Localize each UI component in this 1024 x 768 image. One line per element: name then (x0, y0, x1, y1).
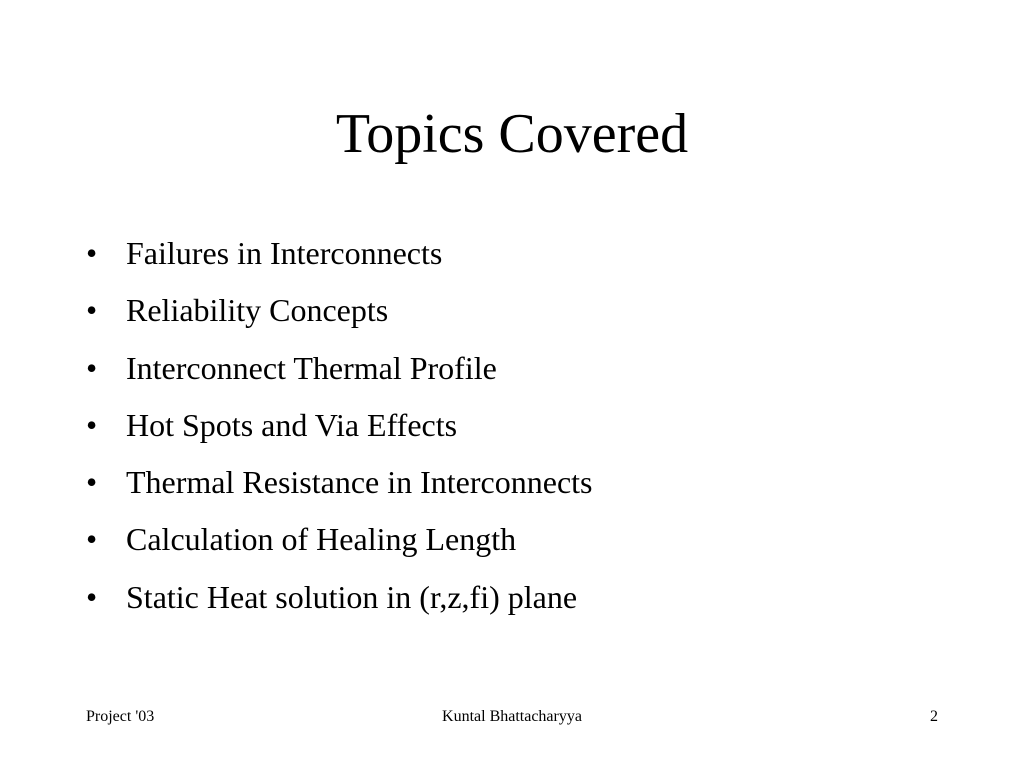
slide-title: Topics Covered (335, 103, 689, 165)
list-item (86, 454, 592, 511)
list-item (86, 397, 592, 454)
bullet-icon: • (86, 464, 98, 501)
list-item-text: Interconnect Thermal Profile (126, 349, 497, 386)
list-item (86, 340, 592, 397)
bullet-icon: • (86, 235, 98, 271)
footer-project-label: Project '03 (86, 708, 155, 725)
list-item (86, 282, 592, 339)
list-item-text: Hot Spots and Via Effects (126, 406, 458, 443)
list-item-text: Failures in Interconnects (126, 235, 443, 271)
footer-author: Kuntal Bhattacharyya (442, 708, 582, 725)
list-item-text: Static Heat solution in (r,z,fi) plane (126, 578, 578, 615)
bullet-icon: • (86, 406, 98, 443)
bullet-icon: • (86, 521, 98, 558)
list-item (86, 511, 592, 568)
list-item (86, 225, 592, 282)
list-item-text: Reliability Concepts (126, 292, 389, 329)
bullet-icon: • (86, 578, 98, 615)
list-item-text: Thermal Resistance in Interconnects (126, 464, 593, 501)
footer-page-number: 2 (930, 708, 938, 725)
list-item (86, 569, 592, 626)
bullet-icon: • (86, 292, 98, 329)
bullet-icon: • (86, 349, 98, 386)
list-item-text: Calculation of Healing Length (126, 521, 517, 558)
bullet-list (86, 225, 592, 626)
